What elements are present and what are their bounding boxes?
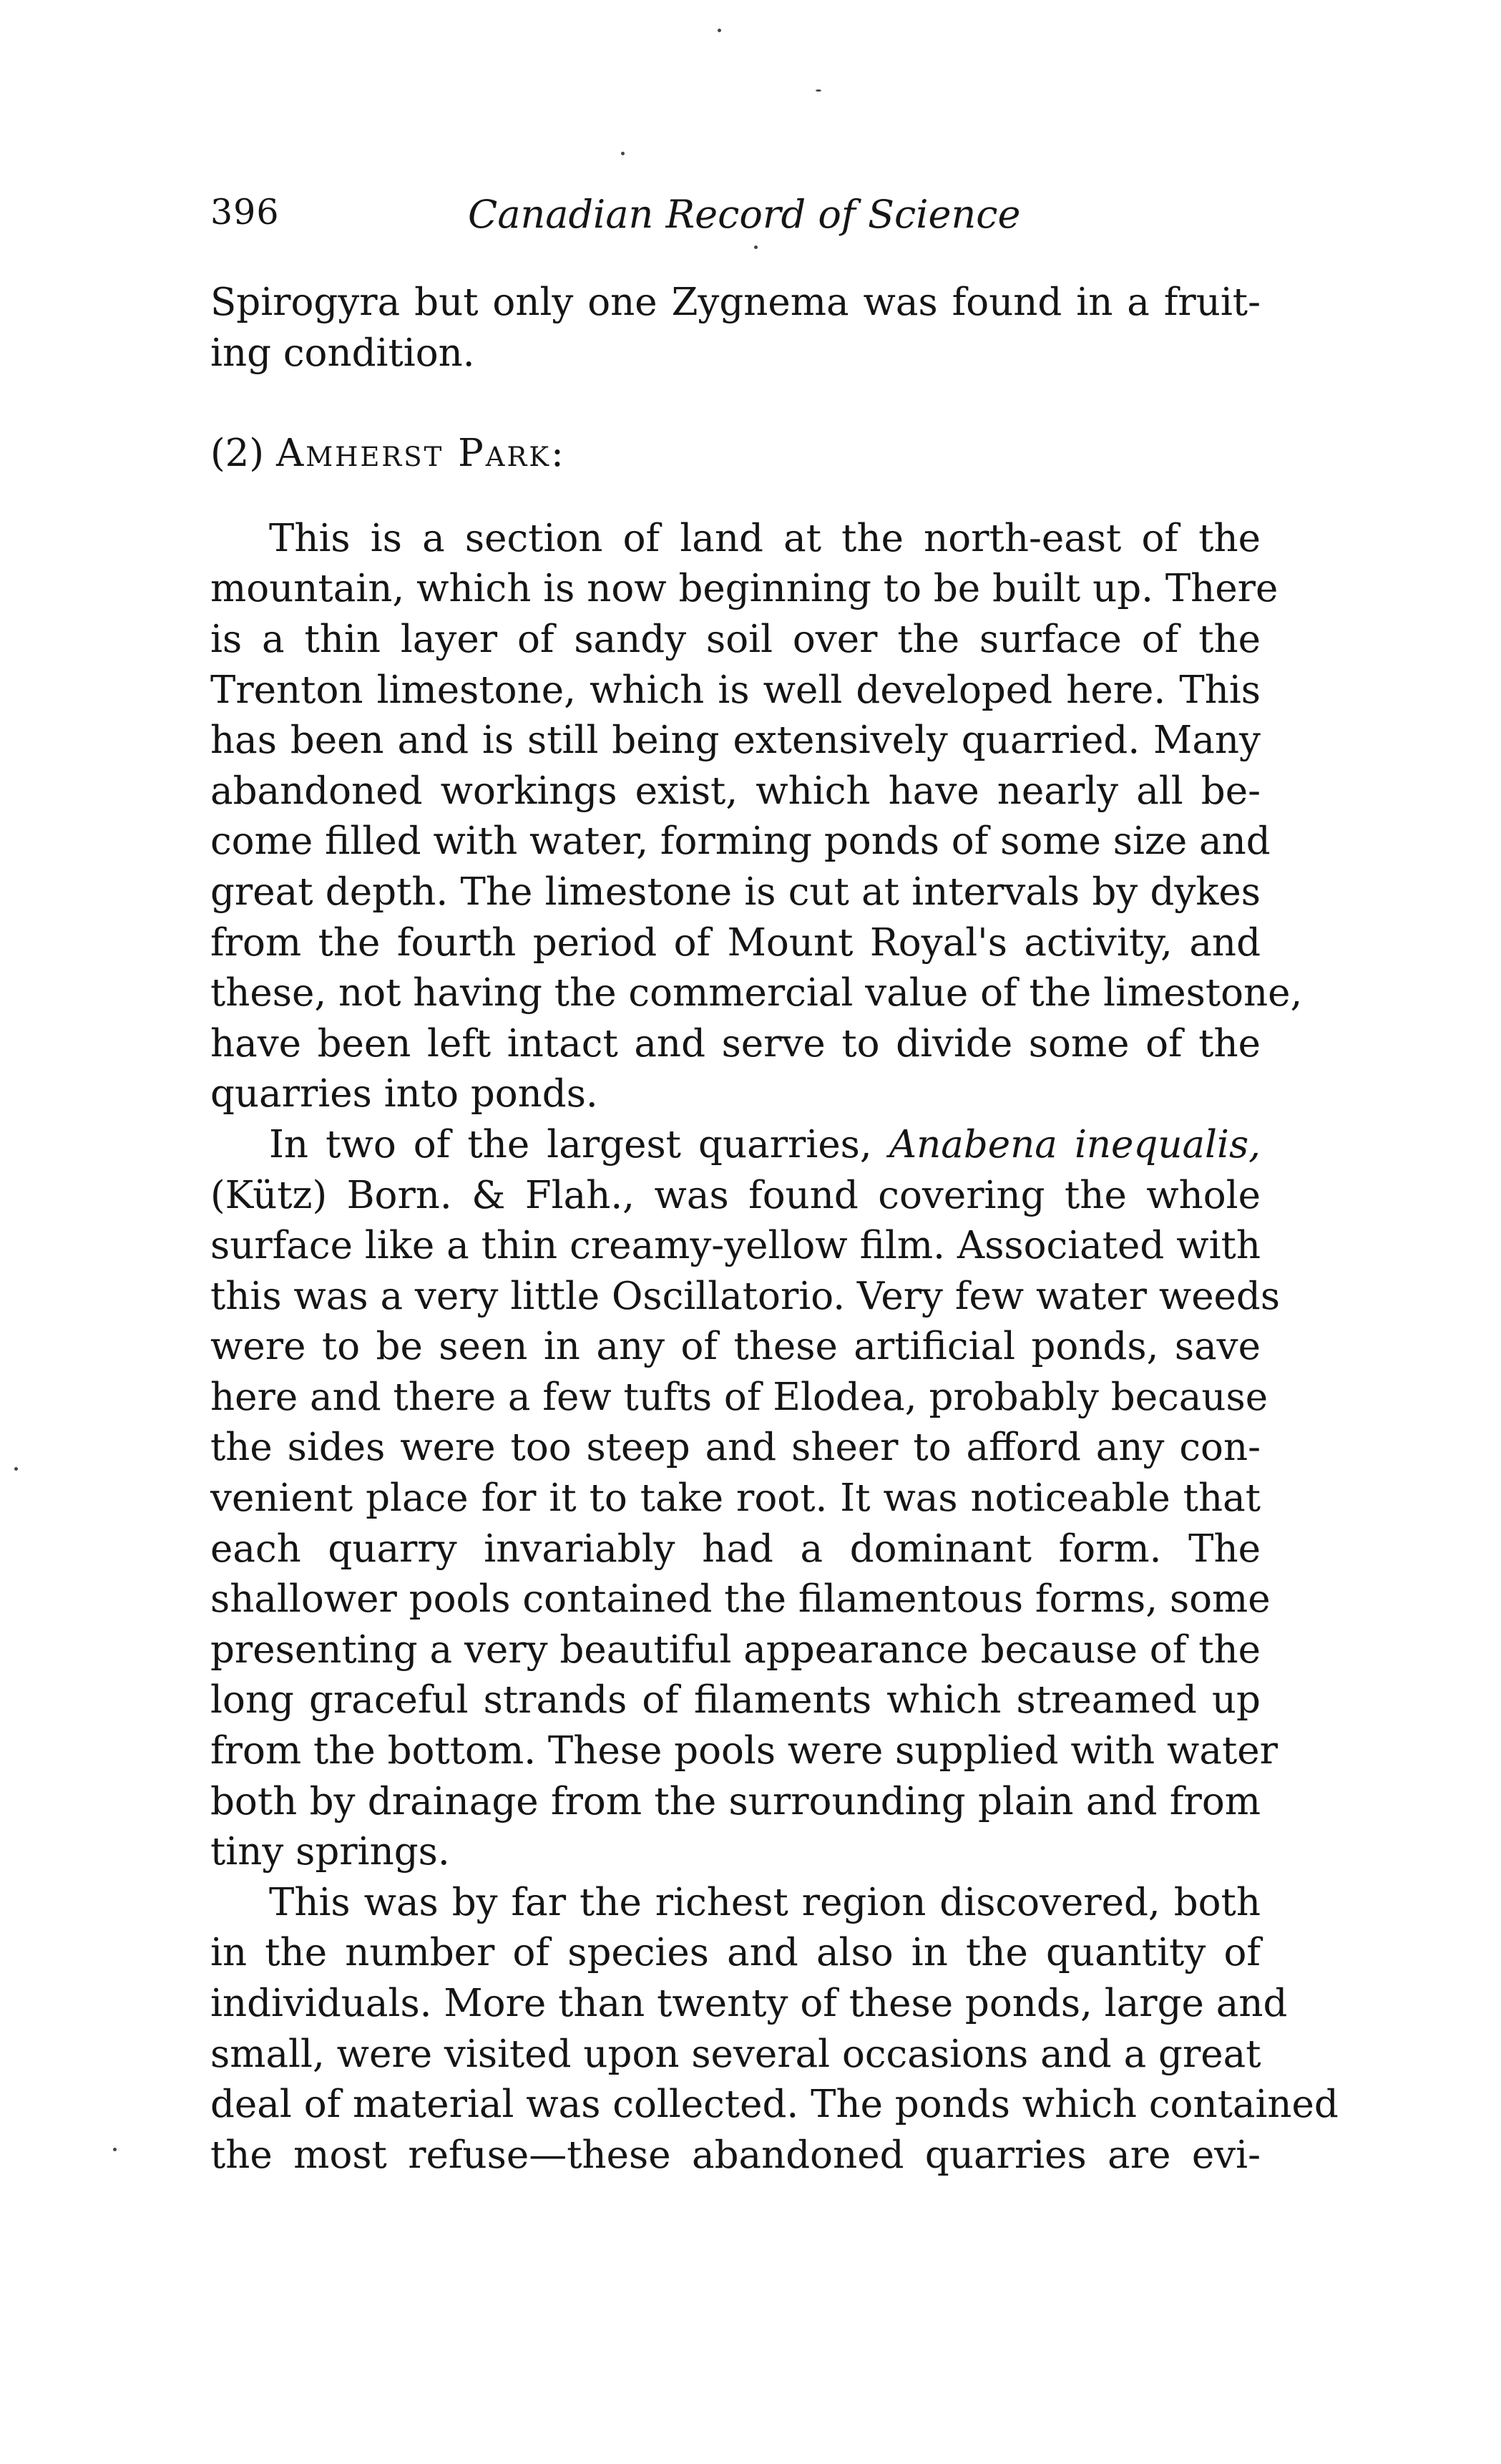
- text-line: presenting a very beautiful appearance because of the: [210, 1627, 1261, 1672]
- text-line: individuals. More than twenty of these ponds, large and: [210, 1982, 1288, 2025]
- text-line: great depth. The limestone is cut at intervals by dykes: [210, 870, 1261, 914]
- print-speck: [621, 152, 625, 155]
- section-number: (2): [210, 432, 265, 476]
- text-line: mountain, which is now beginning to be built up. There: [210, 567, 1278, 611]
- text-line: small, were visited upon several occasions and a great: [210, 2032, 1261, 2076]
- text-line: tiny springs.: [210, 1830, 450, 1874]
- text-line: has been and is still being extensively quarried. Many: [210, 719, 1261, 763]
- text-line: This is a section of land at the north-east of the: [269, 516, 1261, 560]
- text-line: come filled with water, forming ponds of some size and: [210, 819, 1271, 864]
- print-speck: [718, 29, 721, 32]
- text-line: Trenton limestone, which is well developed here. This: [210, 668, 1261, 712]
- text-line: This was by far the richest region discovered, both: [269, 1880, 1261, 1924]
- text-line: the sides were too steep and sheer to afford any con-: [210, 1426, 1261, 1470]
- text-line: abandoned workings exist, which have nearly all be-: [210, 769, 1261, 813]
- text-line: is a thin layer of sandy soil over the surface of the: [210, 617, 1261, 661]
- text-line: the most refuse—these abandoned quarries are evi-: [210, 2133, 1261, 2177]
- text-line: ing condition.: [210, 331, 475, 375]
- text-line: from the fourth period of Mount Royal's activity, and: [210, 920, 1261, 965]
- text-line: this was a very little Oscillatorio. Very few water weeds: [210, 1274, 1281, 1318]
- text-line: quarries into ponds.: [210, 1072, 598, 1116]
- section-title: Amherst Park:: [275, 432, 566, 476]
- print-speck: [113, 2148, 117, 2151]
- text-line: each quarry invariably had a dominant form. The: [210, 1526, 1261, 1571]
- paragraph: [210, 514, 1303, 1120]
- text-line: surface like a thin creamy-yellow film. Associated with: [210, 1224, 1261, 1268]
- text-line: long graceful strands of filaments which streamed up: [210, 1678, 1261, 1723]
- text-line: these, not having the commercial value of the limestone,: [210, 971, 1303, 1016]
- continued-paragraph: [210, 278, 1261, 379]
- text-line: in the number of species and also in the quantity of: [210, 1931, 1261, 1975]
- text-line: (Kütz) Born. & Flah., was found covering the whole: [210, 1173, 1261, 1217]
- print-speck: [816, 89, 821, 92]
- text-line: deal of material was collected. The ponds which contained: [210, 2083, 1339, 2127]
- body-text: [210, 278, 1339, 2181]
- page-number: 396: [210, 192, 280, 233]
- section-heading: [210, 429, 1261, 479]
- text-fragment: In two of the largest quarries,: [269, 1122, 872, 1167]
- text-line: [210, 1120, 1261, 1171]
- text-line: have been left intact and serve to divide some of the: [210, 1021, 1261, 1066]
- print-speck: [14, 1467, 18, 1471]
- text-line: Spirogyra but only one Zygnema was found in a fruit-: [210, 281, 1261, 324]
- text-line: from the bottom. These pools were supplied with water: [210, 1729, 1278, 1773]
- page-header: [210, 192, 1261, 249]
- text-line: both by drainage from the surrounding plain and from: [210, 1779, 1261, 1823]
- species-name: Anabena inequalis,: [889, 1122, 1261, 1167]
- text-line: here and there a few tufts of Elodea, probably because: [210, 1375, 1268, 1419]
- paragraph: [210, 1120, 1281, 1878]
- text-line: venient place for it to take root. It was noticeable that: [210, 1476, 1261, 1521]
- running-title: Canadian Record of Science: [468, 192, 1021, 237]
- text-line: shallower pools contained the filamentous forms, some: [210, 1577, 1271, 1622]
- text-line: were to be seen in any of these artificial ponds, save: [210, 1325, 1261, 1369]
- paragraph: [210, 1878, 1339, 2181]
